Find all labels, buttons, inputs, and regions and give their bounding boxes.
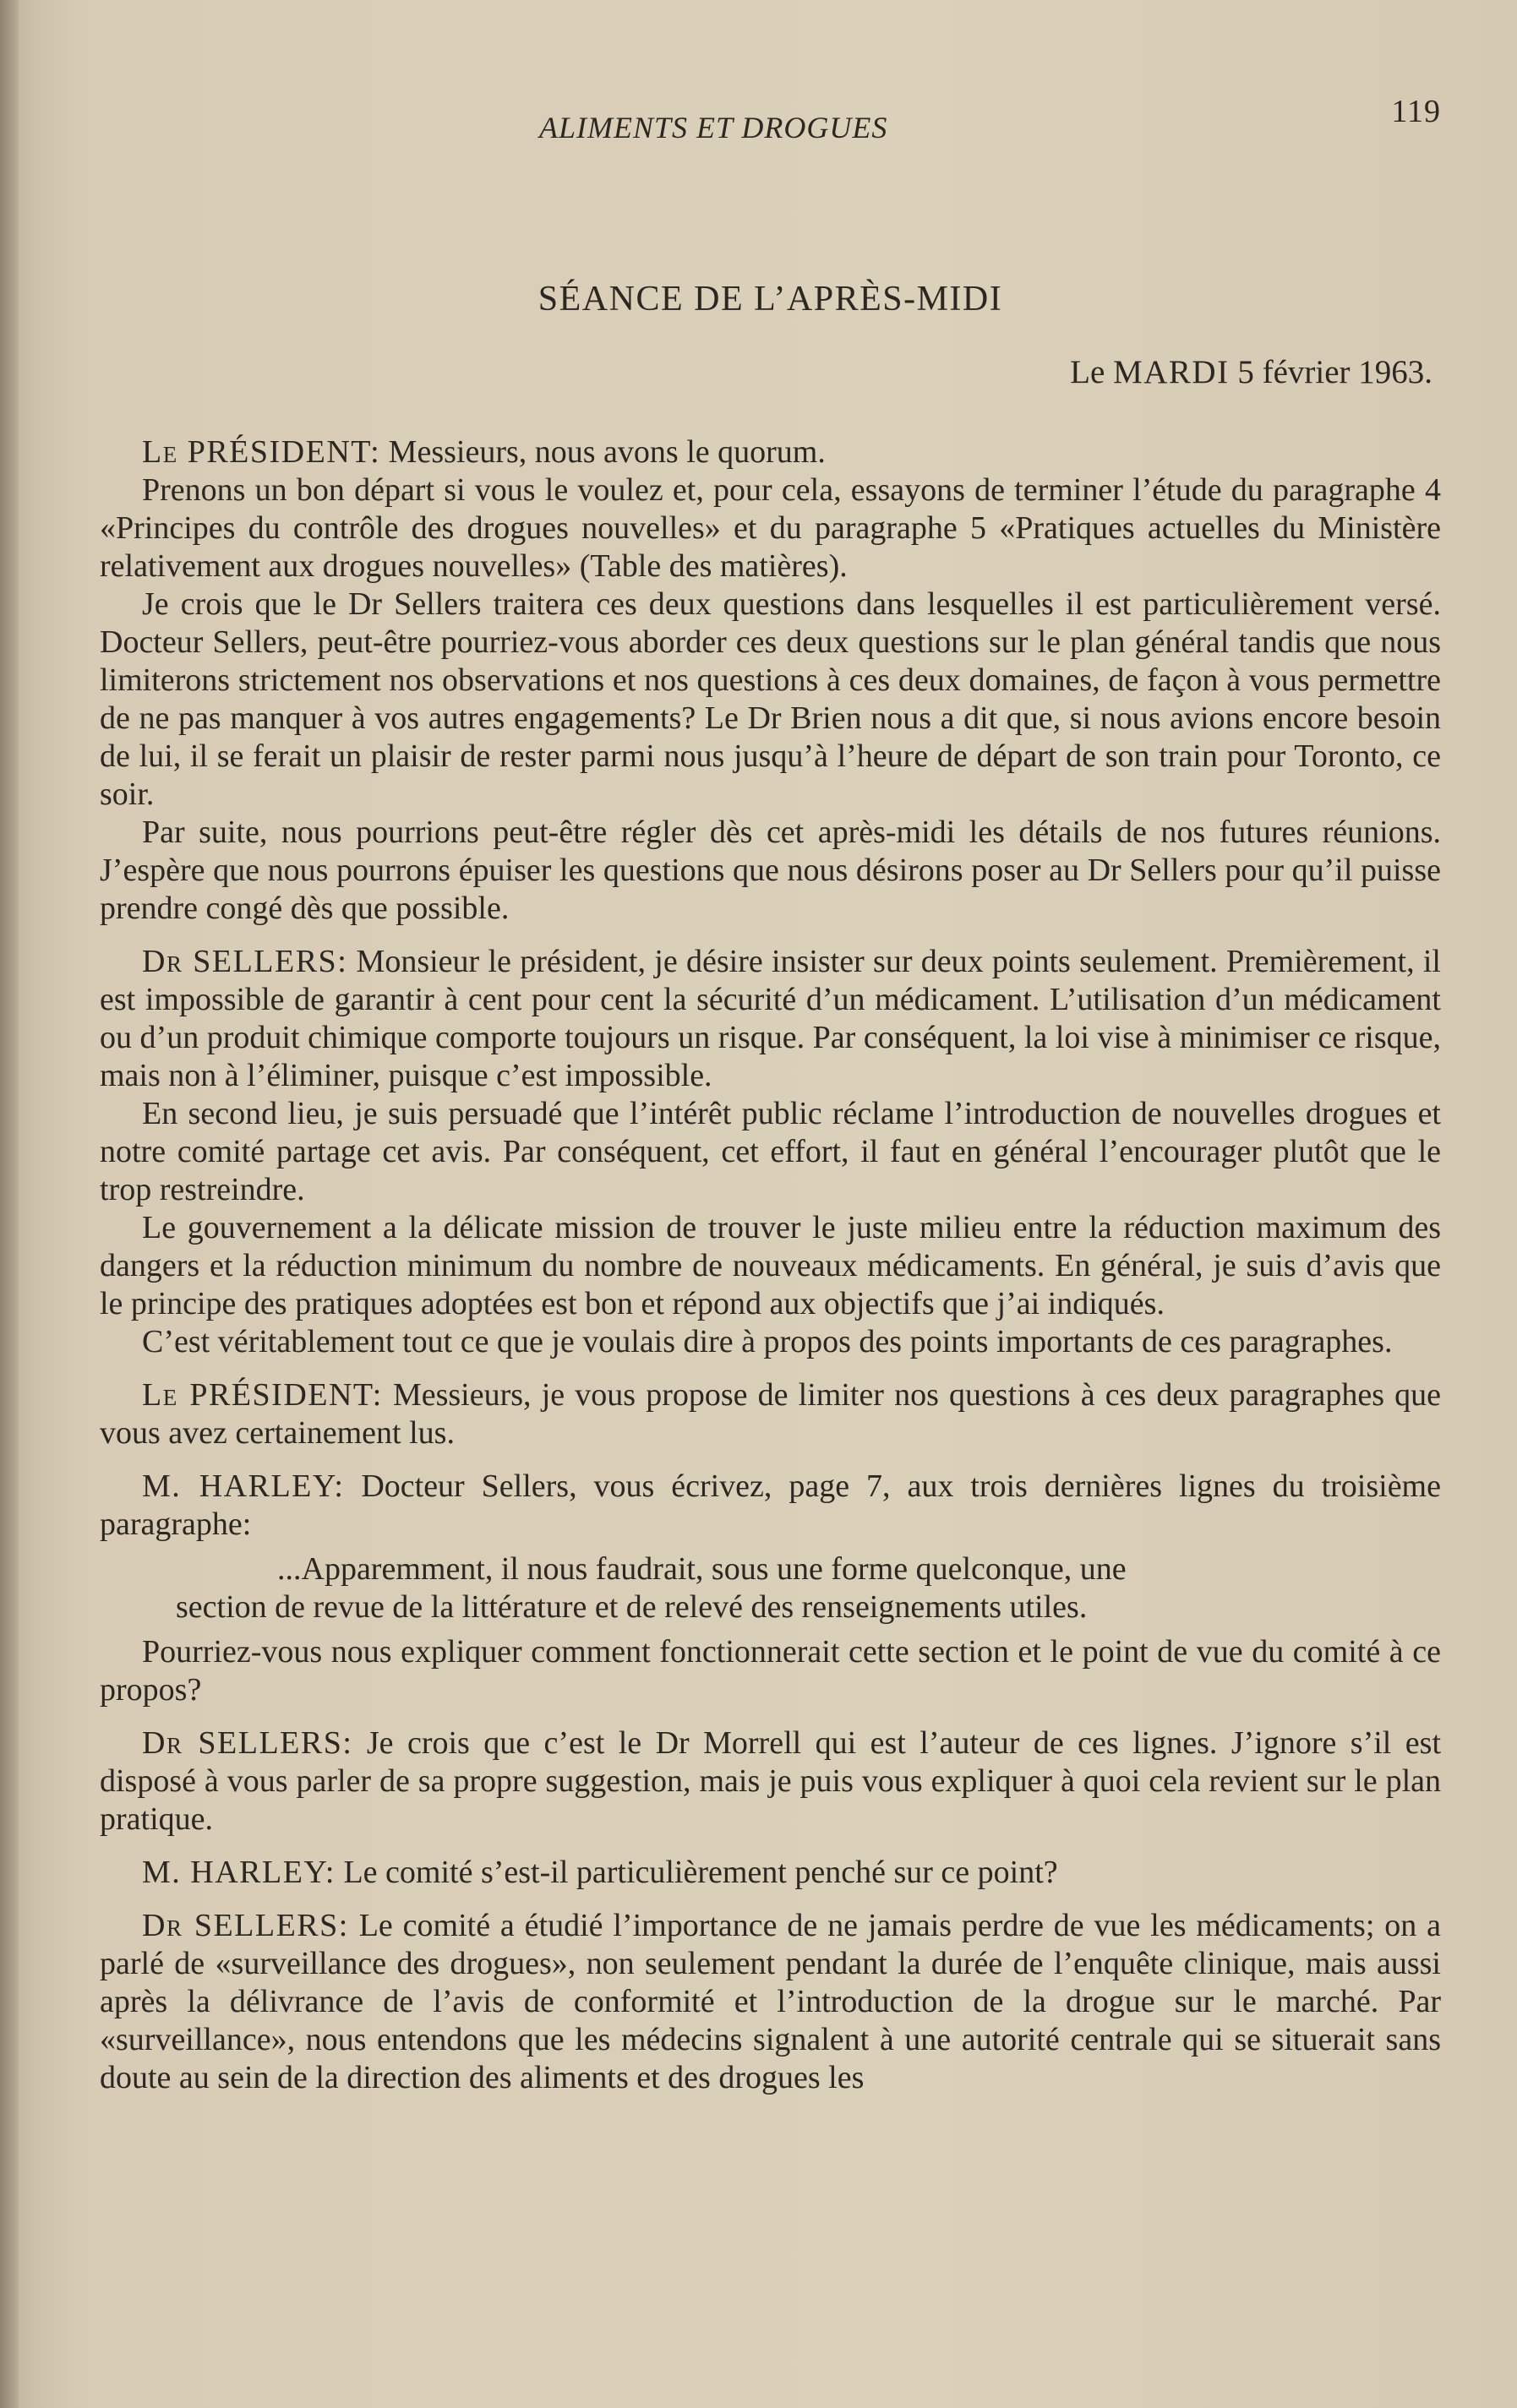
paragraph xyxy=(100,1854,1441,1892)
speaker-label: M. HARLEY: xyxy=(142,1468,345,1504)
paragraph-text: En second lieu, je suis persuadé que l’intérêt public réclame l’introduction de nouvelles drogues et notre comité partage cet avis. Par conséquent, cet effort, il faut en général l’encourager plutôt que le trop restreindre. xyxy=(100,1096,1441,1207)
page-number: 119 xyxy=(1391,94,1441,129)
speaker-label: Dr SELLERS: xyxy=(142,1908,349,1943)
paragraph-text: C’est véritablement tout ce que je voulais dire à propos des points importants de ces paragraphes. xyxy=(142,1324,1393,1359)
running-title: ALIMENTS ET DROGUES xyxy=(539,111,888,144)
block-quote xyxy=(100,1550,1441,1626)
paragraph-text: Pourriez-vous nous expliquer comment fonctionnerait cette section et le point de vue du comité à ce propos? xyxy=(100,1634,1441,1708)
paragraph-text: Le comité s’est-il particulièrement penché sur ce point? xyxy=(335,1855,1058,1890)
paragraph xyxy=(100,1376,1441,1452)
paragraphs-after-quote xyxy=(100,1633,1441,2097)
paragraph-text: Prenons un bon départ si vous le voulez et, pour cela, essayons de terminer l’étude du paragraphe 4 «Principes du contrôle des drogues nouvelles» et du paragraphe 5 «Pratiques actuelles du Ministère relativement aux drogues nouvelles» (Table des matières). xyxy=(100,472,1441,584)
paragraph xyxy=(100,814,1441,928)
page-spine-shadow xyxy=(0,0,19,2408)
paragraph-text: Messieurs, nous avons le quorum. xyxy=(380,434,826,470)
paragraph-text: Messieurs, je vous propose de limiter nos questions à ces deux paragraphes que vous avez certainement lus. xyxy=(100,1377,1441,1451)
paragraph xyxy=(100,433,1441,471)
paragraph xyxy=(100,1724,1441,1839)
speaker-label: Dr SELLERS: xyxy=(142,1725,353,1761)
body-text xyxy=(100,433,1441,2097)
paragraph xyxy=(100,1633,1441,1709)
date-prefix: Le xyxy=(1070,354,1105,390)
paragraph xyxy=(100,471,1441,586)
section-title: SÉANCE DE L’APRÈS-MIDI xyxy=(537,280,1003,319)
paragraph xyxy=(100,1095,1441,1209)
paragraph-text: Par suite, nous pourrions peut-être régler dès cet après-midi les détails de nos futures réunions. J’espère que nous pourrons épuiser les questions que nous désirons poser au Dr Sellers pour qu’il puisse prendre congé dès que possible. xyxy=(100,814,1441,926)
paragraph-text: Le comité a étudié l’importance de ne jamais perdre de vue les médicaments; on a parlé de «surveillance des drogues», non seulement pendant la durée de l’enquête clinique, mais aussi après la délivrance de l’avis de conformité et l’introduction de la drogue sur le marché. Par «surveillance», nous entendons que les médecins signalent à une autorité centrale qui se situerait sans doute au sein de la direction des aliments et des drogues les xyxy=(100,1908,1441,2095)
speaker-label: Le PRÉSIDENT: xyxy=(142,1377,383,1413)
speaker-label: Dr SELLERS: xyxy=(142,944,348,979)
date-day: MARDI xyxy=(1113,354,1230,390)
paragraph xyxy=(100,943,1441,1095)
running-header xyxy=(100,93,1441,152)
paragraphs-before-quote xyxy=(100,433,1441,1544)
quote-first-line: ...Apparemment, il nous faudrait, sous une forme quelconque, une xyxy=(277,1551,1127,1587)
paragraph-text: Je crois que c’est le Dr Morrell qui est l’auteur de ces lignes. J’ignore s’il est disposé à vous parler de sa propre suggestion, mais je puis vous expliquer à quoi cela revient sur le plan pratique. xyxy=(100,1725,1441,1837)
paragraph-text: Je crois que le Dr Sellers traitera ces deux questions dans lesquelles il est particulièrement versé. Docteur Sellers, peut-être pourriez-vous aborder ces deux questions sur le plan général tandis que nous limiterons strictement nos observations et nos questions à ces deux domaines, de façon à vous permettre de ne pas manquer à vos autres engagements? Le Dr Brien nous a dit que, si nous avions encore besoin de lui, il se ferait un plaisir de rester parmi nous jusqu’à l’heure de départ de son train pour Toronto, ce soir. xyxy=(100,586,1441,812)
speaker-label: M. HARLEY: xyxy=(142,1855,336,1890)
quote-continuation: section de revue de la littérature et de relevé des renseignements utiles. xyxy=(176,1589,1088,1625)
paragraph xyxy=(100,586,1441,814)
paragraph-text: Docteur Sellers, vous écrivez, page 7, aux trois dernières lignes du troisième paragraphe: xyxy=(100,1468,1441,1542)
paragraph-text: Monsieur le président, je désire insister sur deux points seulement. Premièrement, il est impossible de garantir à cent pour cent la sécurité d’un médicament. L’utilisation d’un médicament ou d’un produit chimique comporte toujours un risque. Par conséquent, la loi vise à minimiser ce risque, mais non à l’éliminer, puisque c’est impossible. xyxy=(100,944,1441,1093)
date-rest: 5 février 1963. xyxy=(1237,354,1432,390)
paragraph xyxy=(100,1468,1441,1544)
speaker-label: Le PRÉSIDENT: xyxy=(142,434,381,470)
paragraph xyxy=(100,1209,1441,1323)
session-date xyxy=(100,353,1432,391)
paragraph xyxy=(100,1907,1441,2097)
paragraph xyxy=(100,1323,1441,1361)
paragraph-text: Le gouvernement a la délicate mission de trouver le juste milieu entre la réduction maximum des dangers et la réduction minimum du nombre de nouveaux médicaments. En général, je suis d’avis que le principe des pratiques adoptées est bon et répond aux objectifs que j’ai indiqués. xyxy=(100,1210,1441,1321)
